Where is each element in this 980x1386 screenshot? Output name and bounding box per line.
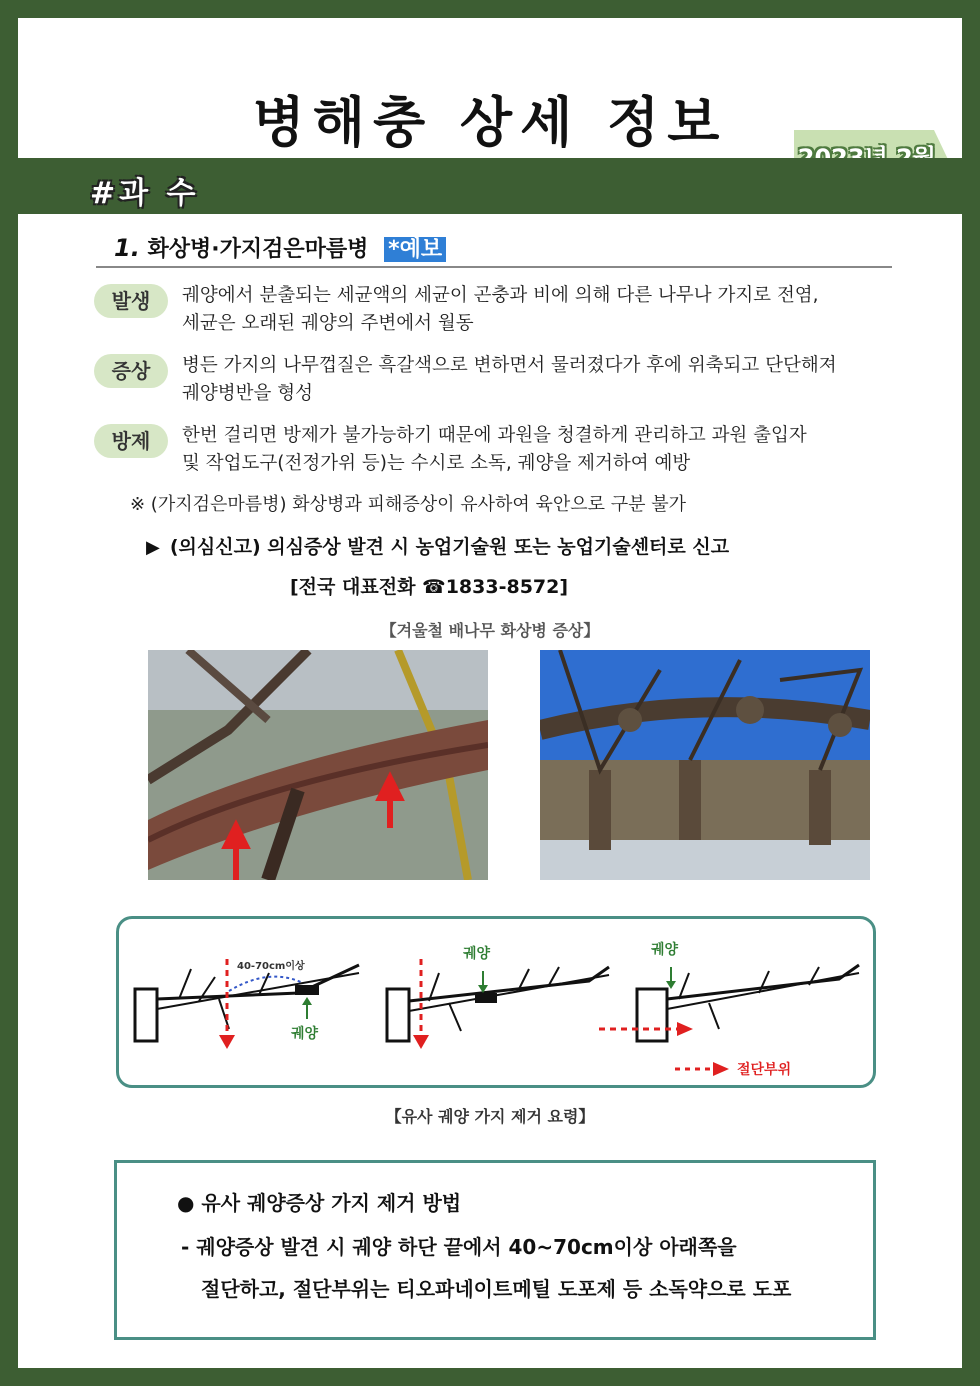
- symptom-label: 증상: [94, 354, 168, 388]
- canker-branch-photo: [148, 650, 488, 880]
- section-name: 화상병·가지검은마름병: [147, 237, 369, 262]
- occurrence-label: 발생: [94, 284, 168, 318]
- branch-diagram-3: [599, 965, 859, 1076]
- method-heading: ● 유사 궤양증상 가지 제거 방법: [177, 1191, 462, 1215]
- removal-method-box: [114, 1160, 876, 1340]
- distance-label: 40-70cm이상: [237, 961, 305, 972]
- section-number: 1.: [114, 234, 140, 262]
- branch-diagram-1: [135, 959, 359, 1049]
- canker-label-1: 궤양: [291, 1026, 319, 1042]
- control-line-1: 한번 걸리면 방제가 불가능하기 때문에 과원을 청결하게 관리하고 과원 출입자: [182, 425, 807, 446]
- section-title: [114, 232, 446, 263]
- diagram-caption: 【유사 궤양 가지 제거 요령】: [385, 1107, 595, 1126]
- canker-label-3: 궤양: [651, 942, 679, 958]
- occurrence-text: [182, 282, 902, 338]
- hotline-number: [전국 대표전화 ☎1833-8572]: [290, 576, 569, 598]
- cut-site-label: 절단부위: [737, 1062, 792, 1078]
- canker-label-2: 궤양: [463, 946, 491, 962]
- symptom-line-2: 궤양병반을 형성: [182, 383, 313, 404]
- section-divider: [96, 266, 892, 268]
- control-label: 방제: [94, 424, 168, 458]
- page-title: 병해충 상세 정보: [252, 91, 728, 154]
- branch-diagram-2: [387, 959, 609, 1049]
- forecast-tag: *예보: [384, 237, 446, 262]
- triangle-marker-icon: ▶: [146, 537, 160, 558]
- symptom-line-1: 병든 가지의 나무껍질은 흑갈색으로 변하면서 물러졌다가 후에 위축되고 단단해져: [182, 355, 837, 376]
- occurrence-line-2: 세균은 오래된 궤양의 주변에서 월동: [182, 313, 474, 334]
- pruning-diagram: [116, 916, 876, 1088]
- report-instruction: [146, 532, 729, 559]
- document-page: [18, 18, 962, 1368]
- occurrence-line-1: 궤양에서 분출되는 세균액의 세균이 곤충과 비에 의해 다른 나무나 가지로 전염,: [182, 285, 819, 306]
- category-label: #과 수: [90, 176, 200, 211]
- similarity-note: ※ (가지검은마름병) 화상병과 피해증상이 유사하여 육안으로 구분 불가: [130, 494, 687, 515]
- photo-caption: 【겨울철 배나무 화상병 증상】: [380, 621, 600, 640]
- report-text: (의심신고) 의심증상 발견 시 농업기술원 또는 농업기술센터로 신고: [169, 536, 730, 558]
- control-line-2: 및 작업도구(전정가위 등)는 수시로 소독, 궤양을 제거하여 예방: [182, 453, 691, 474]
- method-line-2: 절단하고, 절단부위는 티오파네이트메틸 도포제 등 소독약으로 도포: [201, 1277, 792, 1301]
- orchard-photo: [540, 650, 870, 880]
- method-line-1: - 궤양증상 발견 시 궤양 하단 끝에서 40~70cm이상 아래쪽을: [181, 1235, 737, 1259]
- symptom-text: [182, 352, 902, 408]
- control-text: [182, 422, 902, 478]
